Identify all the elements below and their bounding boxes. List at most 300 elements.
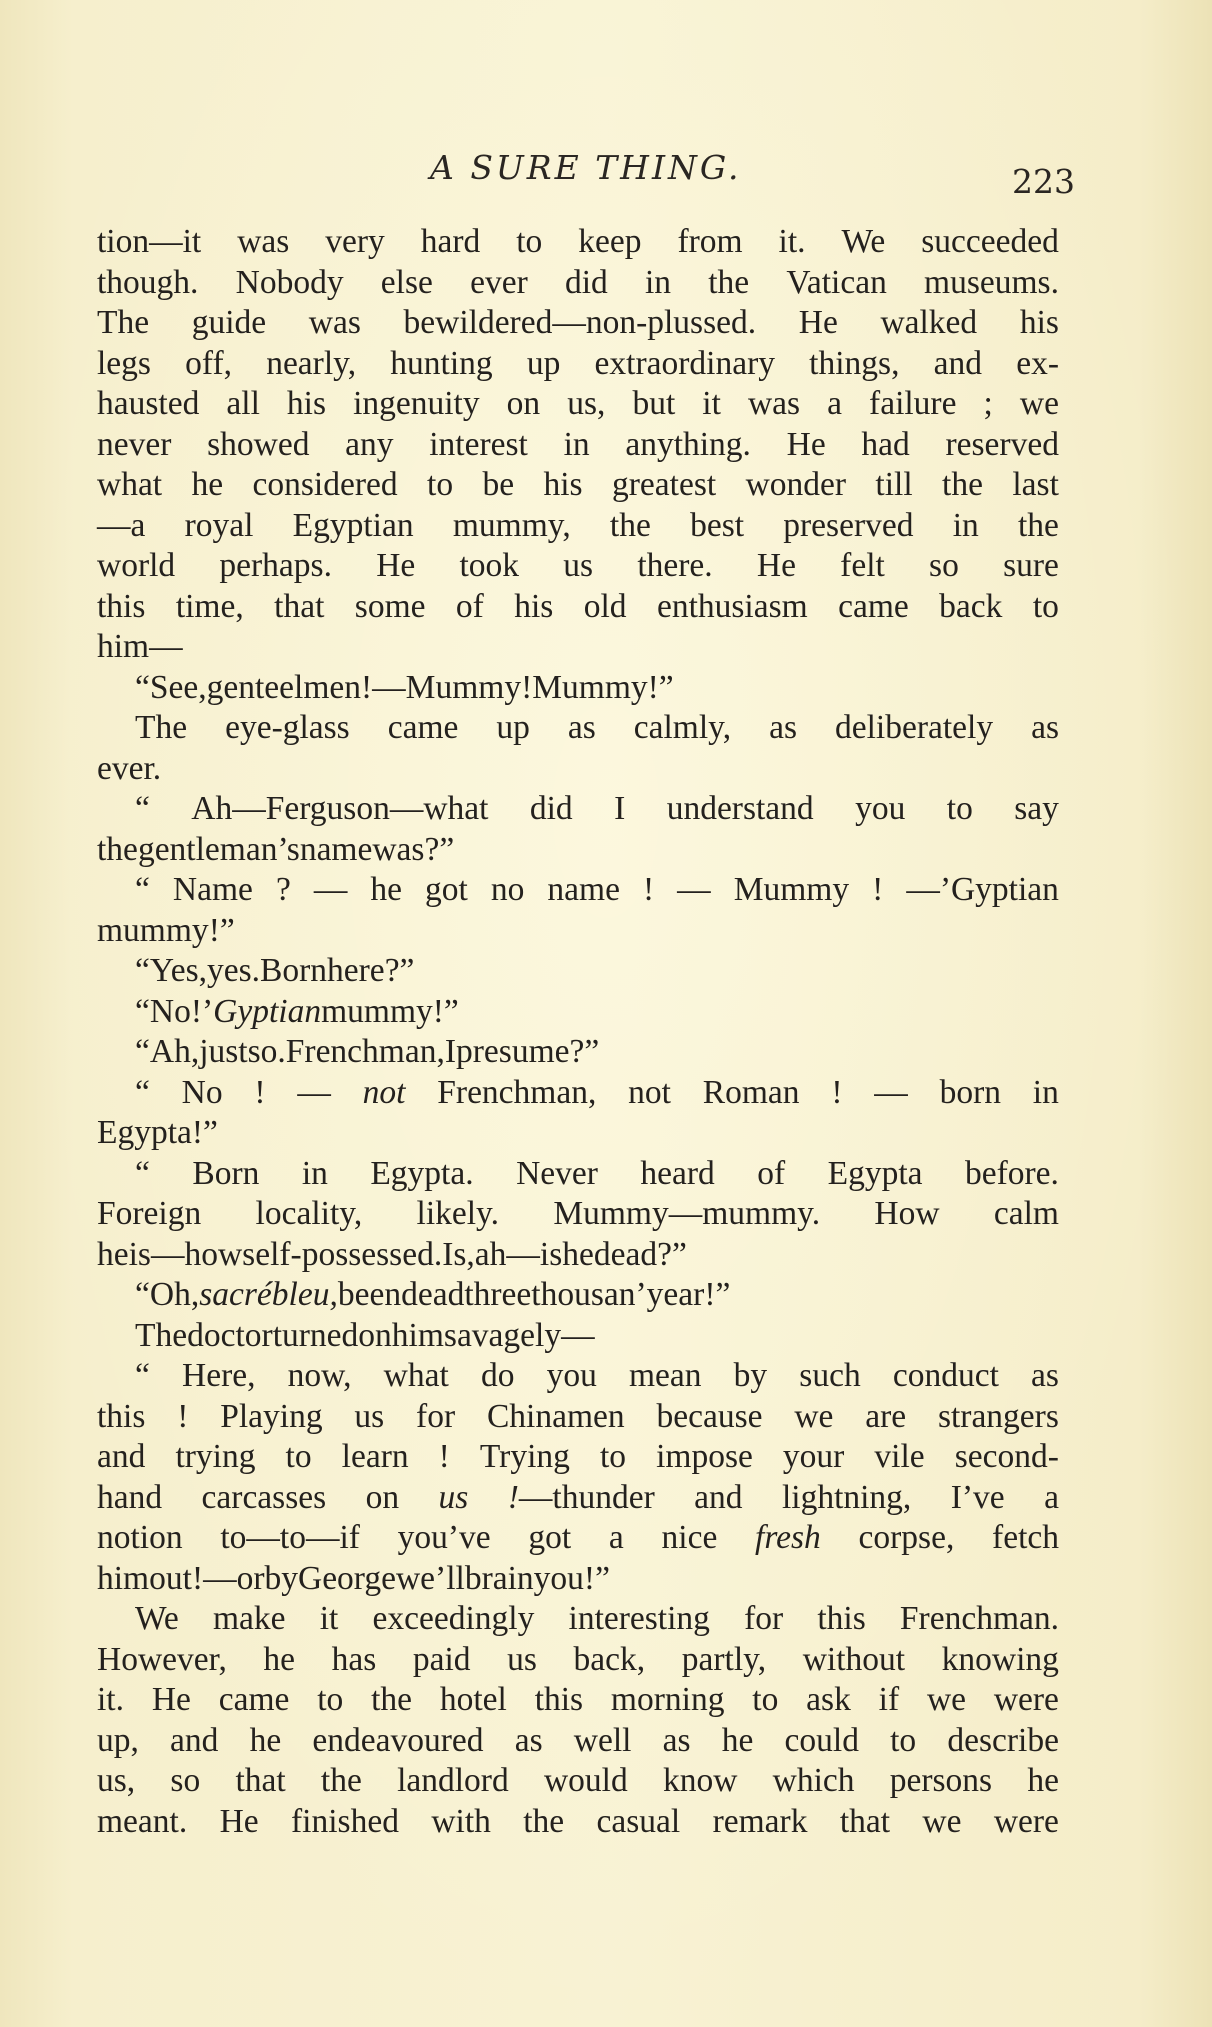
- word: knowing: [941, 1640, 1059, 1678]
- word: not: [628, 1073, 671, 1111]
- word: !: [177, 1397, 189, 1435]
- word: name: [299, 830, 373, 868]
- text-line: [97, 911, 1059, 952]
- word: enthusiasm: [656, 587, 808, 625]
- word: year: [646, 1276, 705, 1313]
- word: Egyptian: [292, 506, 414, 544]
- word: succeeded: [921, 223, 1059, 260]
- word: !—or: [191, 1559, 265, 1597]
- word: in: [301, 1154, 328, 1192]
- word: so.: [247, 1033, 286, 1070]
- word: How: [874, 1195, 940, 1232]
- word: make: [212, 1600, 286, 1637]
- text-line: [97, 951, 1059, 992]
- word: ah—is: [474, 1235, 563, 1273]
- word: are: [865, 1397, 907, 1435]
- word: him—: [97, 628, 183, 665]
- word: carcasses: [201, 1478, 327, 1516]
- word: George: [298, 1559, 396, 1597]
- word: describe: [947, 1721, 1059, 1759]
- text-line: [97, 789, 1059, 830]
- word: now,: [287, 1357, 352, 1394]
- word: He: [151, 1681, 191, 1718]
- word: old: [583, 587, 627, 625]
- word: dead: [593, 1235, 658, 1273]
- word: a: [827, 385, 842, 422]
- word: to: [890, 1721, 917, 1759]
- word: No: [149, 992, 191, 1030]
- word: nearly,: [266, 344, 357, 382]
- word: sure: [1003, 547, 1059, 584]
- word: to: [427, 466, 454, 503]
- text-line: [97, 627, 1059, 668]
- text-line: [97, 870, 1059, 911]
- word: and: [170, 1721, 219, 1759]
- word: best: [690, 506, 745, 544]
- word: “: [135, 952, 150, 989]
- word: ask: [806, 1681, 851, 1718]
- word: fetch: [992, 1519, 1059, 1556]
- word: remark: [712, 1802, 808, 1840]
- word: for: [744, 1600, 784, 1637]
- word: The: [135, 1316, 188, 1354]
- word: off,: [185, 344, 232, 382]
- word: there.: [637, 547, 713, 584]
- body-text: [97, 222, 1059, 1842]
- word: He: [798, 304, 838, 341]
- word: tion—it: [97, 223, 202, 260]
- word: ?: [275, 871, 291, 908]
- word: showed: [207, 425, 310, 463]
- word: out: [149, 1559, 192, 1597]
- word: us: [438, 1478, 469, 1516]
- word: took: [459, 547, 520, 584]
- word: him: [97, 1559, 150, 1597]
- word: royal: [184, 506, 254, 544]
- word: Egypta: [827, 1154, 923, 1192]
- text-line: [97, 1275, 1059, 1316]
- word: world: [97, 547, 176, 584]
- word: ?”: [569, 1033, 600, 1070]
- word: as: [1031, 709, 1059, 746]
- word: Trying: [479, 1438, 570, 1475]
- word: !: [831, 1073, 843, 1111]
- word: any: [345, 425, 394, 463]
- word: and: [694, 1478, 743, 1516]
- word: yes.: [207, 952, 261, 989]
- word: Chinamen: [486, 1397, 625, 1435]
- word: doctor: [187, 1316, 273, 1354]
- word: we: [926, 1681, 967, 1718]
- word: came: [218, 1681, 290, 1718]
- word: born: [939, 1073, 1001, 1111]
- text-line: [97, 1356, 1059, 1397]
- word: on: [365, 1478, 400, 1516]
- word: notion: [97, 1519, 183, 1556]
- word: it.: [97, 1681, 124, 1718]
- word: Is,: [442, 1235, 475, 1273]
- word: to: [946, 790, 973, 827]
- word: mummy: [321, 992, 433, 1030]
- word: else: [380, 263, 433, 301]
- word: had: [861, 425, 910, 463]
- word: here: [327, 952, 385, 989]
- word: preserved: [783, 506, 914, 544]
- word: ?”: [424, 830, 455, 868]
- page-number: 223: [1012, 162, 1075, 201]
- word: the: [523, 1802, 565, 1840]
- word: back,: [573, 1640, 646, 1678]
- word: genteelmen: [206, 668, 362, 706]
- word: greatest: [612, 466, 717, 503]
- word: his: [514, 587, 554, 625]
- word: Frenchman.: [899, 1600, 1059, 1637]
- word: what: [97, 466, 163, 503]
- word: never: [97, 425, 172, 463]
- word: “: [135, 1154, 150, 1192]
- word: that: [274, 587, 325, 625]
- word: be: [482, 466, 515, 503]
- word: name: [547, 871, 620, 908]
- word: Mummy—mummy.: [553, 1195, 821, 1232]
- text-line: [97, 303, 1059, 344]
- word: Frenchman,: [285, 1033, 445, 1070]
- word: Roman: [702, 1073, 800, 1111]
- word: you: [546, 1357, 597, 1394]
- word: as: [769, 709, 797, 746]
- word: a: [1044, 1478, 1059, 1516]
- text-line: [97, 425, 1059, 466]
- word: reserved: [945, 425, 1059, 463]
- word: calmly,: [633, 709, 732, 746]
- word: See,: [149, 668, 207, 706]
- word: what: [383, 1357, 449, 1394]
- word: so: [170, 1762, 201, 1799]
- text-line: [97, 1113, 1059, 1154]
- word: do: [480, 1357, 515, 1394]
- word: sacré: [199, 1276, 272, 1313]
- word: before.: [965, 1154, 1059, 1192]
- word: self-possessed.: [242, 1235, 443, 1273]
- word: ’Gyptian: [201, 992, 322, 1030]
- word: in: [644, 263, 672, 301]
- text-line: [97, 1721, 1059, 1762]
- text-line: [97, 263, 1059, 304]
- word: !: [254, 1073, 266, 1111]
- word: !—thunder: [507, 1478, 655, 1516]
- word: thousan’: [531, 1276, 647, 1313]
- word: conduct: [892, 1357, 999, 1394]
- text-line: [97, 1599, 1059, 1640]
- word: heard: [640, 1154, 715, 1192]
- word: !”: [583, 1559, 610, 1597]
- word: mean: [628, 1357, 702, 1394]
- word: presume: [456, 1033, 570, 1070]
- word: casual: [596, 1802, 681, 1840]
- word: you’ve: [397, 1519, 491, 1556]
- word: been: [337, 1276, 402, 1313]
- word: savagely—: [443, 1316, 595, 1354]
- word: I: [614, 790, 626, 827]
- word: The: [135, 709, 188, 746]
- word: ?”: [657, 1235, 687, 1273]
- word: we’ll: [395, 1559, 465, 1597]
- text-line: [97, 1559, 1059, 1600]
- word: !: [190, 992, 202, 1030]
- text-line: [97, 1073, 1059, 1114]
- word: Born: [192, 1154, 260, 1192]
- word: I’ve: [950, 1478, 1005, 1516]
- word: the: [97, 830, 138, 868]
- word: Nobody: [235, 263, 344, 301]
- word: Foreign: [97, 1195, 202, 1232]
- word: endeavoured: [312, 1721, 484, 1759]
- word: the: [1017, 506, 1059, 544]
- word: this: [817, 1600, 866, 1637]
- word: landlord: [397, 1762, 509, 1799]
- word: We: [841, 223, 886, 260]
- word: as: [1031, 1357, 1059, 1394]
- word: and: [933, 344, 983, 382]
- word: he: [562, 1235, 594, 1273]
- text-line: [97, 1316, 1059, 1357]
- word: However,: [97, 1640, 227, 1678]
- word: just: [199, 1033, 248, 1070]
- word: hausted: [97, 385, 200, 422]
- word: nice: [661, 1519, 718, 1556]
- text-line: [97, 992, 1059, 1033]
- word: vile: [874, 1438, 925, 1475]
- word: walked: [880, 304, 978, 341]
- word: —: [297, 1073, 331, 1111]
- word: did: [529, 790, 573, 827]
- word: that: [235, 1762, 286, 1799]
- text-line: [97, 1680, 1059, 1721]
- word: !”: [191, 1114, 218, 1151]
- word: because: [656, 1397, 763, 1435]
- word: second-: [954, 1438, 1059, 1475]
- word: his: [543, 466, 583, 503]
- word: —: [677, 871, 711, 908]
- word: from: [677, 223, 743, 260]
- word: us: [507, 1640, 537, 1678]
- word: to: [752, 1681, 779, 1718]
- word: that: [839, 1802, 891, 1840]
- word: anything.: [625, 425, 751, 463]
- text-line: [97, 546, 1059, 587]
- word: strangers: [937, 1397, 1059, 1435]
- word: Yes,: [149, 952, 207, 989]
- word: Name: [172, 871, 253, 908]
- word: some: [354, 587, 426, 625]
- word: the: [320, 1762, 362, 1799]
- word: he: [191, 466, 224, 503]
- text-line: [97, 1761, 1059, 1802]
- word: ?”: [384, 952, 415, 989]
- word: as: [567, 709, 596, 746]
- word: on: [506, 385, 541, 422]
- word: us: [563, 547, 594, 584]
- word: mummy: [97, 911, 209, 949]
- word: him: [391, 1316, 444, 1354]
- word: “: [135, 1276, 150, 1313]
- word: dead: [401, 1276, 465, 1313]
- word: you: [855, 790, 906, 827]
- word: and: [97, 1438, 146, 1475]
- word: up,: [97, 1721, 139, 1759]
- word: !: [438, 1438, 450, 1475]
- word: !: [521, 668, 533, 706]
- word: say: [1014, 790, 1059, 827]
- word: which: [772, 1762, 855, 1799]
- word: hotel: [439, 1681, 507, 1718]
- word: time,: [175, 587, 244, 625]
- word: legs: [97, 344, 151, 382]
- word: of: [455, 587, 484, 625]
- word: things,: [809, 344, 900, 382]
- word: Born: [260, 952, 328, 989]
- word: persons: [889, 1762, 993, 1799]
- word: Frenchman,: [437, 1073, 597, 1111]
- word: know: [662, 1762, 738, 1799]
- text-line: [97, 1640, 1059, 1681]
- word: —: [874, 1073, 908, 1111]
- word: “: [135, 668, 150, 706]
- word: Never: [516, 1154, 598, 1192]
- word: the: [942, 466, 983, 503]
- word: he: [97, 1235, 129, 1273]
- word: is—how: [128, 1235, 243, 1273]
- word: felt: [840, 547, 885, 584]
- word: exceedingly: [372, 1600, 535, 1637]
- word: it: [702, 385, 721, 422]
- word: considered: [252, 466, 398, 503]
- word: museums.: [924, 263, 1059, 301]
- word: for: [416, 1397, 456, 1435]
- word: three: [464, 1276, 532, 1313]
- word: could: [784, 1721, 859, 1759]
- text-line: [97, 1194, 1059, 1235]
- word: Egypta: [97, 1114, 192, 1151]
- word: the: [371, 1681, 413, 1718]
- word: “: [135, 871, 150, 908]
- word: !”: [208, 911, 235, 949]
- word: would: [543, 1762, 628, 1799]
- word: —a: [97, 506, 146, 544]
- word: turned: [272, 1316, 359, 1354]
- word: paid: [412, 1640, 471, 1678]
- word: extraordinary: [594, 344, 775, 382]
- word: learn: [341, 1438, 409, 1475]
- word: Vatican: [786, 263, 887, 301]
- word: it.: [778, 223, 806, 260]
- word: Ah—Ferguson—what: [191, 790, 489, 827]
- word: meant.: [97, 1802, 188, 1840]
- word: you: [533, 1559, 584, 1597]
- word: of: [757, 1154, 786, 1192]
- text-line: [97, 1478, 1059, 1519]
- word: has: [331, 1640, 377, 1678]
- word: He: [376, 547, 416, 584]
- word: I: [444, 1033, 457, 1070]
- word: “: [135, 992, 150, 1030]
- word: got: [425, 871, 468, 908]
- word: up: [526, 344, 561, 382]
- text-line: [97, 1518, 1059, 1559]
- word: he: [249, 1721, 282, 1759]
- word: corpse,: [858, 1519, 955, 1556]
- word: !—Mummy: [361, 668, 522, 706]
- word: was: [372, 830, 425, 868]
- text-line: [97, 587, 1059, 628]
- word: !”: [432, 992, 459, 1030]
- word: he: [721, 1721, 754, 1759]
- word: us,: [567, 385, 606, 422]
- word: interesting: [568, 1600, 710, 1637]
- word: perhaps.: [219, 547, 332, 584]
- word: hand: [97, 1478, 163, 1516]
- word: impose: [656, 1438, 753, 1475]
- word: likely.: [416, 1195, 500, 1232]
- word: this: [534, 1681, 584, 1718]
- word: bewildered—non-plussed.: [403, 304, 757, 341]
- word: to: [599, 1438, 627, 1475]
- word: we: [922, 1802, 962, 1840]
- word: last: [1012, 466, 1059, 503]
- word: by: [733, 1357, 768, 1394]
- word: very: [325, 223, 385, 260]
- word: —’Gyptian: [906, 871, 1059, 908]
- word: finished: [291, 1802, 399, 1840]
- text-line: [97, 1154, 1059, 1195]
- word: in: [952, 506, 979, 544]
- word: the: [609, 506, 651, 544]
- word: !”: [647, 668, 674, 706]
- word: was: [237, 223, 290, 260]
- word: was: [747, 385, 801, 422]
- word: without: [802, 1640, 906, 1678]
- word: wonder: [745, 466, 847, 503]
- word: to: [285, 1438, 312, 1475]
- word: Ah,: [149, 1033, 200, 1070]
- text-line: [97, 708, 1059, 749]
- word: brain: [464, 1559, 534, 1597]
- word: He: [786, 425, 826, 463]
- word: locality,: [255, 1195, 363, 1232]
- word: fresh: [755, 1519, 821, 1556]
- text-line: [97, 749, 1059, 790]
- word: were: [993, 1681, 1059, 1718]
- word: it: [319, 1600, 339, 1637]
- text-line: [97, 1235, 1059, 1276]
- word: a: [608, 1519, 624, 1556]
- word: guide: [191, 304, 267, 341]
- word: with: [431, 1802, 491, 1840]
- word: was: [308, 304, 361, 341]
- word: Mummy: [733, 871, 850, 908]
- word: back: [939, 587, 1003, 625]
- word: such: [799, 1357, 861, 1394]
- text-line: [97, 1437, 1059, 1478]
- word: on: [358, 1316, 392, 1354]
- word: Egypta.: [370, 1154, 474, 1192]
- word: we: [794, 1397, 834, 1435]
- word: He: [219, 1802, 259, 1840]
- word: got: [528, 1519, 572, 1556]
- word: this: [97, 587, 146, 625]
- word: “: [135, 1073, 150, 1111]
- word: this: [97, 1397, 146, 1435]
